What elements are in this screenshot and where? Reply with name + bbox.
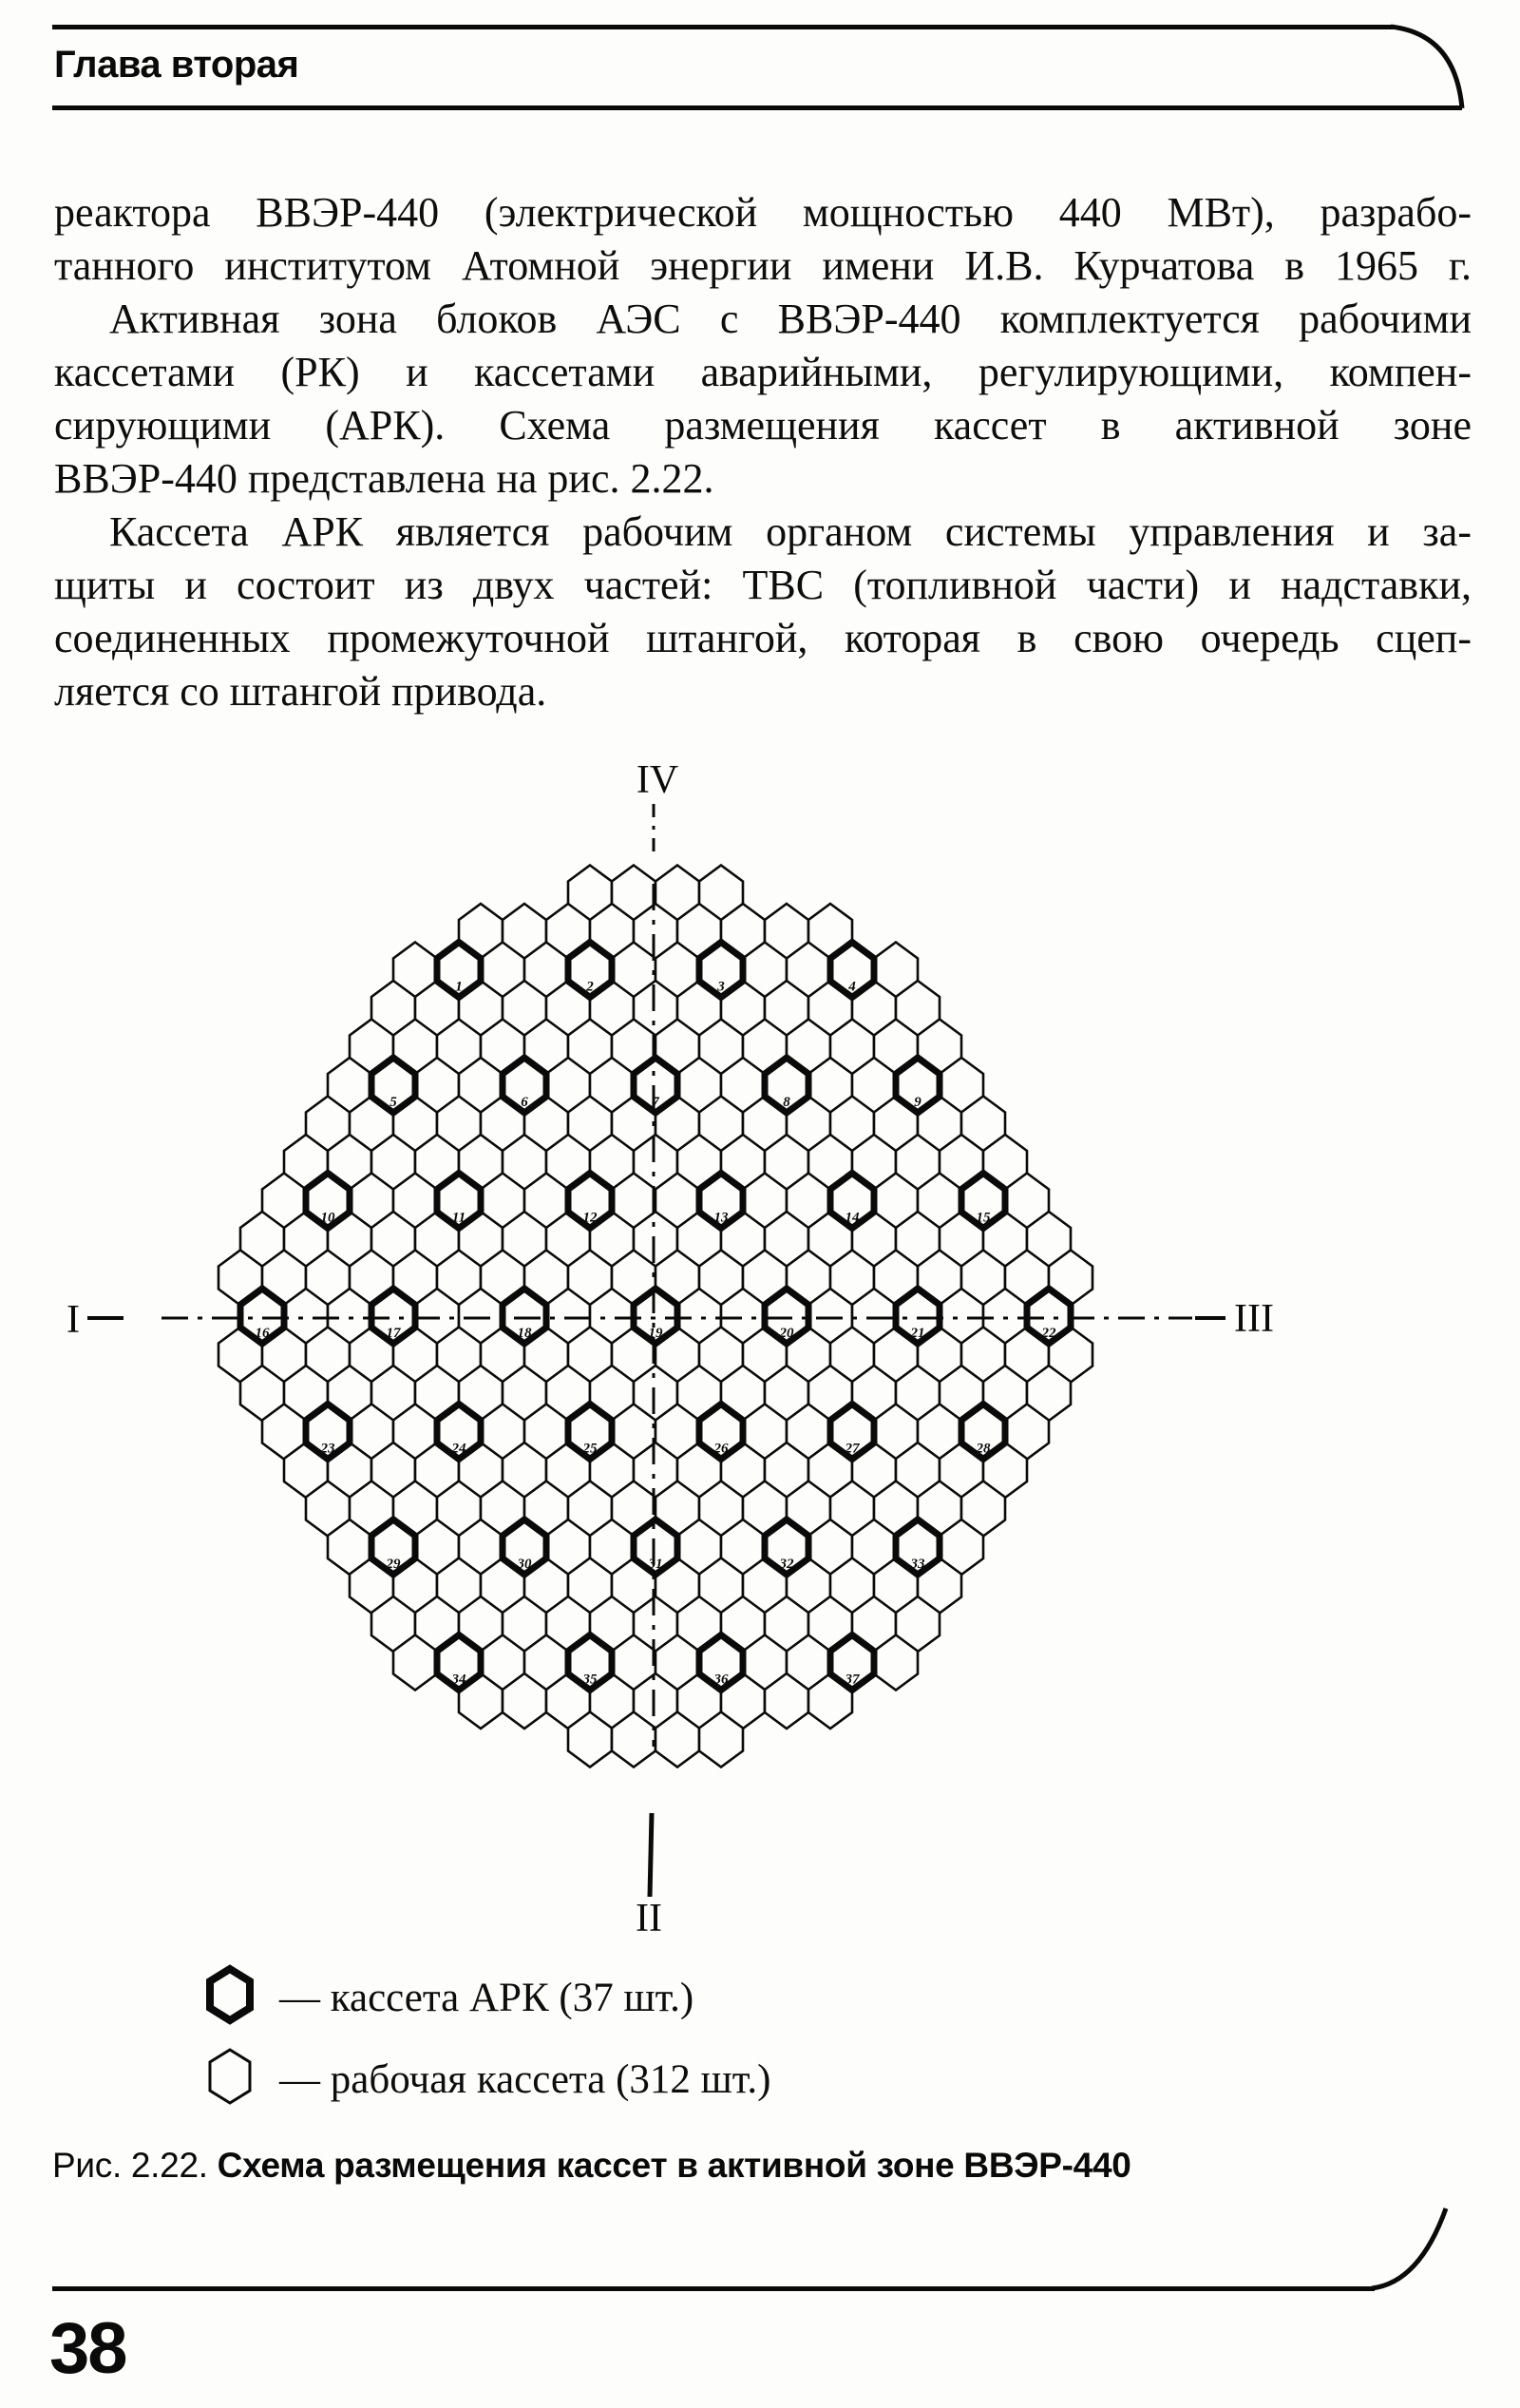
ark-cell-number: 21 xyxy=(910,1326,925,1341)
ark-cell-number: 14 xyxy=(845,1210,860,1226)
core-map-diagram xyxy=(0,732,1520,1967)
ark-cell-number: 27 xyxy=(845,1441,860,1457)
text-line: Кассета АРК является рабочим органом системы управления и за- xyxy=(109,508,1472,555)
ark-cell-number: 10 xyxy=(320,1210,335,1226)
ark-cell-number: 25 xyxy=(582,1441,598,1457)
figure-caption-title: Схема размещения кассет в активной зоне ВВЭР-440 xyxy=(207,2146,1131,2185)
working-hexagon-icon xyxy=(201,2045,258,2113)
ark-cell-number: 34 xyxy=(451,1672,466,1688)
footer-rule xyxy=(52,2286,1375,2291)
ark-cell-number: 6 xyxy=(521,1095,528,1110)
text-line: Активная зона блоков АЭС с ВВЭР-440 комплектуется рабочими xyxy=(109,296,1472,342)
hex-lattice xyxy=(218,866,1092,1768)
text-line: щиты и состоит из двух частей: ТВС (топливной части) и надставки, xyxy=(54,562,1472,608)
ark-cell-number: 30 xyxy=(517,1557,532,1572)
ark-cell-number: 24 xyxy=(451,1441,466,1457)
header-corner-curve xyxy=(1387,23,1474,114)
axis-label-iv: IV xyxy=(636,758,679,802)
ark-cell-number: 5 xyxy=(390,1095,397,1110)
header-top-rule xyxy=(52,25,1394,29)
ark-cell-number: 2 xyxy=(586,979,594,995)
ark-cell-number: 26 xyxy=(713,1441,729,1457)
ark-cell-number: 8 xyxy=(783,1095,790,1110)
ark-cell-number: 28 xyxy=(976,1441,991,1457)
ark-cell-number: 17 xyxy=(386,1326,401,1341)
legend-item-ark xyxy=(201,1963,694,2032)
ark-hexagon-icon xyxy=(201,1963,258,2032)
figure-caption-number: Рис. 2.22. xyxy=(52,2146,208,2185)
figure-caption xyxy=(52,2146,1131,2186)
chapter-heading: Глава вторая xyxy=(54,44,299,86)
ark-cell-number: 37 xyxy=(845,1672,860,1688)
axis-label-iii: III xyxy=(1234,1297,1274,1341)
text-line: реактора ВВЭР-440 (электрической мощностью 440 МВт), разрабо- xyxy=(54,189,1472,236)
ark-cell-number: 1 xyxy=(455,979,463,995)
legend-item-working xyxy=(201,2045,770,2113)
text-line: соединенных промежуточной штангой, которая в свою очередь сцеп- xyxy=(54,615,1472,661)
ark-cell-number: 11 xyxy=(451,1210,466,1226)
ark-cell-number: 20 xyxy=(779,1326,794,1341)
ark-cell-number: 9 xyxy=(914,1095,922,1110)
vertical-axis-bottom-segment xyxy=(650,1813,652,1897)
ark-cell-number: 19 xyxy=(648,1326,663,1341)
ark-cell-number: 3 xyxy=(717,979,725,995)
ark-cell-number: 12 xyxy=(582,1210,598,1226)
ark-cell-number: 4 xyxy=(848,979,856,995)
ark-cell-number: 35 xyxy=(582,1672,598,1688)
footer-corner-curve xyxy=(1358,2201,1463,2296)
ark-cell-number: 31 xyxy=(648,1557,663,1572)
ark-cell-number: 29 xyxy=(386,1557,401,1572)
ark-cell-number: 13 xyxy=(713,1210,729,1226)
ark-cell-number: 16 xyxy=(255,1326,270,1341)
ark-cell-number: 36 xyxy=(713,1672,729,1688)
body-text xyxy=(54,186,1472,718)
text-line: танного институтом Атомной энергии имени И.В. Курчатова в 1965 г. xyxy=(54,242,1472,289)
text-line: ВВЭР-440 представлена на рис. 2.22. xyxy=(54,455,714,502)
legend-label: — кассета АРК (37 шт.) xyxy=(279,1975,694,2020)
ark-cell-number: 15 xyxy=(976,1210,991,1226)
ark-cell-number: 22 xyxy=(1041,1326,1056,1341)
text-line: сирующими (АРК). Схема размещения кассет в активной зоне xyxy=(54,402,1472,449)
ark-cell-number: 33 xyxy=(910,1557,925,1572)
ark-cell-number: 18 xyxy=(517,1326,532,1341)
ark-cell-number: 32 xyxy=(779,1557,794,1572)
header-bottom-rule xyxy=(52,105,1462,110)
ark-cell-number: 7 xyxy=(652,1095,659,1110)
axis-label-i: I xyxy=(66,1298,80,1342)
page-number: 38 xyxy=(49,2308,126,2389)
legend-label: — рабочая кассета (312 шт.) xyxy=(279,2056,771,2102)
ark-cell-number: 23 xyxy=(320,1441,335,1457)
axis-label-ii: II xyxy=(636,1897,662,1940)
text-line: кассетами (РК) и кассетами аварийными, регулирующими, компен- xyxy=(54,349,1472,395)
text-line: ляется со штангой привода. xyxy=(54,668,547,715)
